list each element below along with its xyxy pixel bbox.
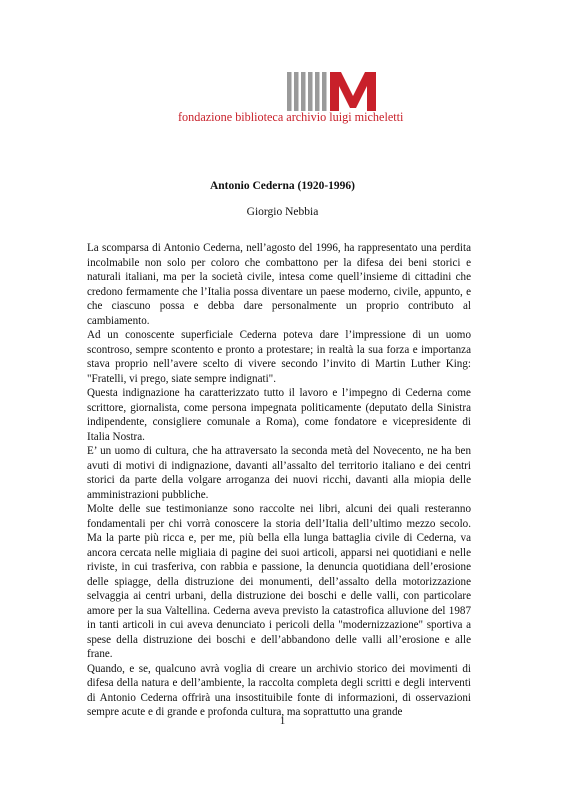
foundation-name: fondazione biblioteca archivio luigi micheletti [178, 110, 404, 124]
article-author: Giorgio Nebbia [246, 206, 319, 218]
paragraph: Ad un conoscente superficiale Cederna poteva dare l’impressione di un uomo scontroso, sempre scontento e pronto a protestare; in realtà la sua forza e importanza stava proprio nell’avere scelto di vivere secondo l’invito di Martin Luther King: "Fratelli, vi prego, siate sempre indignati". [87, 329, 471, 385]
article-body [87, 241, 471, 720]
article-title: Antonio Cederna (1920-1996) [209, 180, 356, 192]
paragraph: Questa indignazione ha caratterizzato tutto il lavoro e l’impegno di Cederna come scrittore, giornalista, come persona impegnata politicamente (deputato della Sinistra indipendente, consigliere comunale a Roma), come fondatore e vicepresidente di Italia Nostra. [87, 387, 471, 443]
paragraph: La scomparsa di Antonio Cederna, nell’agosto del 1996, ha rappresentato una perdita incolmabile non solo per coloro che combattono per la difesa dei beni storici e naturali italiani, ma per la società civile, intesa come quell’insieme di cittadini che credono fermamente che l’Italia possa diventare un paese moderno, civile, appunto, e che ciascuno possa e debba dare personalmente un proprio contributo al cambiamento. [87, 242, 471, 327]
paragraph: E’ un uomo di cultura, che ha attraversato la seconda metà del Novecento, ne ha ben avuti di motivi di indignazione, davanti all’assalto del territorio italiano e dei centri storici da parte della volgare arroganza dei nuovi ricchi, davanti alla miopia delle amministrazioni pubbliche. [87, 445, 471, 501]
paragraph: Quando, e se, qualcuno avrà voglia di creare un archivio storico dei movimenti di difesa della natura e dell’ambiente, la raccolta completa degli scritti e degli interventi di Antonio Cederna offrirà una insostituibile fonte di informazioni, di osservazioni sempre acute e di grande e profonda cultura, ma soprattutto una grande [87, 662, 471, 718]
page-number: 1 [279, 715, 286, 727]
logo-mark-icon [287, 72, 377, 111]
foundation-logo [287, 72, 377, 111]
paragraph: Molte delle sue testimonianze sono raccolte nei libri, alcuni dei quali resteranno fondamentali per chi vorrà conoscere la storia dell’Italia dell’ultimo mezzo secolo. Ma la parte più ricca e, per me, più bella ella lunga battaglia civile di Cederna, va ancora cercata nelle migliaia di pagine dei suoi articoli, apparsi nei quotidiani e nelle riviste, in cui trasferiva, con rabbia e passione, la denuncia quotidiana dell’erosione delle spiagge, della distruzione dei monumenti, dell’assalto della motorizzazione selvaggia ai centri urbani, della distruzione dei boschi e delle valli, con particolare amore per la sua Valtellina. Cederna aveva previsto la catastrofica alluvione del 1987 in tanti articoli in cui aveva denunciato i pericoli della "modernizzazione" sportiva a spese della distruzione dei boschi e dell’abbandono delle valli all’erosione e alle frane. [87, 503, 471, 660]
